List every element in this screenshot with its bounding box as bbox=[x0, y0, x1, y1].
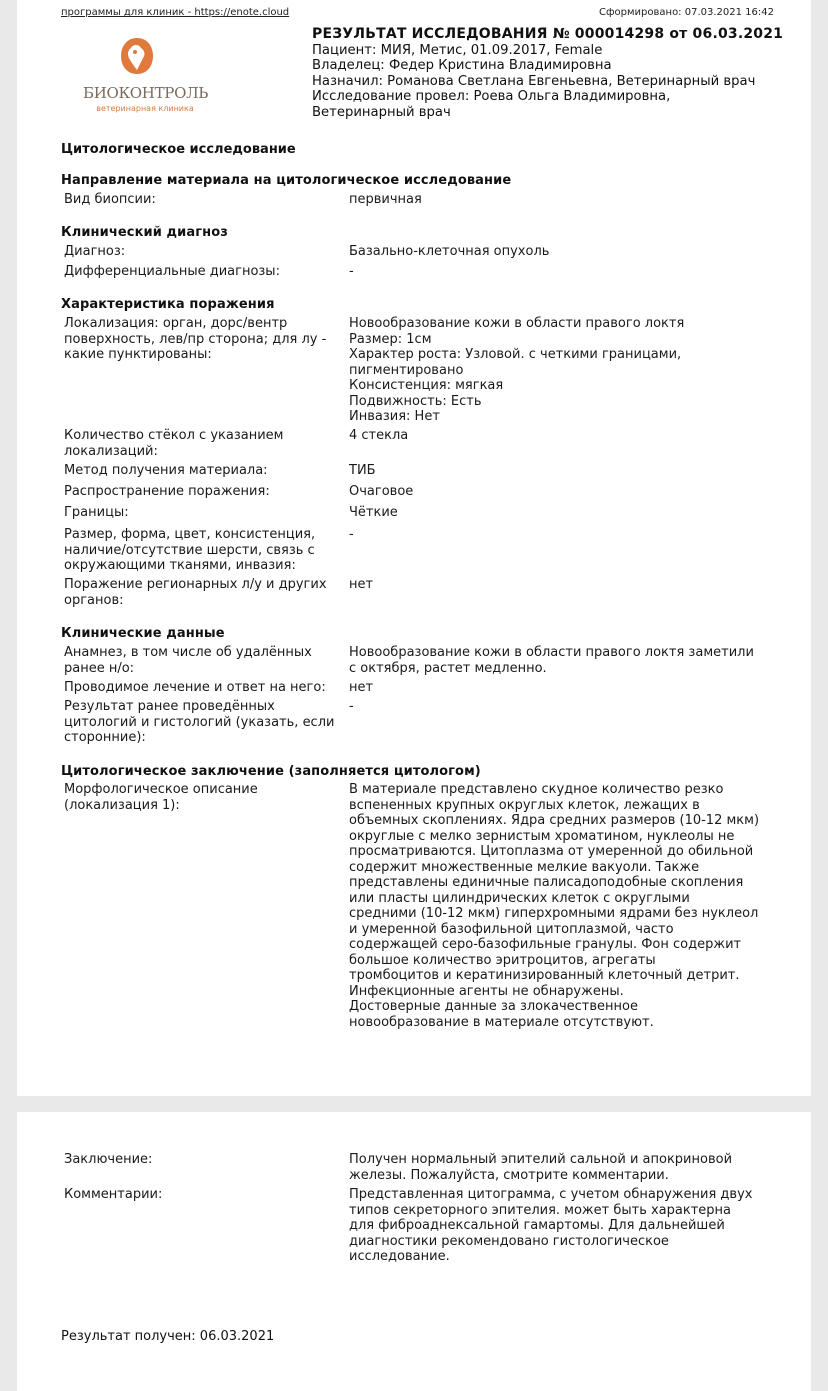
report-page-1 bbox=[17, 0, 811, 1096]
anamnesis-value: Новообразование кожи в области правого локтя заметили с октября, растет медленно. bbox=[349, 645, 754, 676]
comments-label: Комментарии: bbox=[64, 1187, 163, 1202]
previous-results-value: - bbox=[349, 699, 354, 714]
localization-value: Новообразование кожи в области правого локтя Размер: 1см Характер роста: Узловой. с четкими границами, пигментировано Консистенция: мягкая Подвижность: Есть Инвазия: Нет bbox=[349, 316, 685, 424]
comments-value: Представленная цитограмма, с учетом обнаружения двух типов секреторного эпителия. может быть характерна для фиброаднексальной гамартомы. Для дальнейшей диагностики рекомендовано гистологическое исследование. bbox=[349, 1187, 753, 1264]
clinic-logo-icon bbox=[119, 36, 155, 76]
main-title: Цитологическое исследование bbox=[61, 142, 296, 157]
diagnosis-label: Диагноз: bbox=[64, 244, 126, 259]
owner-line: Владелец: Федер Кристина Владимировна bbox=[312, 58, 612, 73]
anamnesis-label: Анамнез, в том числе об удалённых ранее н/о: bbox=[64, 645, 312, 676]
borders-value: Чёткие bbox=[349, 505, 398, 520]
biopsy-label: Вид биопсии: bbox=[64, 192, 156, 207]
glass-count-value: 4 стекла bbox=[349, 428, 409, 443]
regional-value: нет bbox=[349, 577, 374, 592]
spread-value: Очаговое bbox=[349, 484, 414, 499]
performed-line-2: Ветеринарный врач bbox=[312, 104, 451, 120]
report-page-2 bbox=[17, 1112, 811, 1391]
method-value: ТИБ bbox=[349, 463, 376, 478]
clinic-logo-name: БИОКОНТРОЛЬ bbox=[83, 84, 209, 102]
diagnosis-value: Базально-клеточная опухоль bbox=[349, 244, 550, 259]
performed-line: Исследование провел: Роева Ольга Владимировна, bbox=[312, 89, 671, 104]
regional-label: Поражение регионарных л/у и других органов: bbox=[64, 577, 327, 608]
generated-timestamp: Сформировано: 07.03.2021 16:42 bbox=[599, 7, 774, 18]
patient-line: Пациент: МИЯ, Метис, 01.09.2017, Female bbox=[312, 42, 603, 58]
previous-results-label: Результат ранее проведённых цитологий и гистологий (указать, если сторонние): bbox=[64, 699, 335, 745]
treatment-label: Проводимое лечение и ответ на него: bbox=[64, 680, 326, 695]
morphology-label: Морфологическое описание (локализация 1): bbox=[64, 782, 258, 813]
section-lesion-title: Характеристика поражения bbox=[61, 297, 275, 312]
glass-count-label: Количество стёкол с указанием локализаций: bbox=[64, 428, 284, 459]
report-header bbox=[312, 27, 792, 120]
clinic-logo bbox=[83, 36, 209, 116]
section-conclusion-title: Цитологическое заключение (заполняется цитологом) bbox=[61, 764, 481, 779]
enote-link[interactable]: программы для клиник - https://enote.cloud bbox=[61, 7, 290, 18]
spread-label: Распространение поражения: bbox=[64, 484, 270, 499]
diff-diagnosis-label: Дифференциальные диагнозы: bbox=[64, 264, 280, 279]
section-clinical-title: Клинические данные bbox=[61, 626, 225, 641]
result-date: Результат получен: 06.03.2021 bbox=[61, 1329, 275, 1344]
treatment-value: нет bbox=[349, 680, 374, 695]
morphology-value: В материале представлено скудное количество резко вспененных крупных округлых клеток, лежащих в объемных скоплениях. Ядра средних размеров (10-12 мкм) округлые с мелко зернистым хроматином, нуклеолы не просматриваются. Цитоплазма от умеренной до обильной содержит множественные мелкие вакуоли. Также представлены единичные палисадоподобные скопления или пласты цилиндрических клеток с округлыми средними (10-12 мкм) гиперхромными ядрами без нуклеол и умеренной базофильной цитоплазмой, часто содержащей серо-базофильные гранулы. Фон содержит большое количество эритроцитов, агрегаты тромбоцитов и кератинизированный клеточный детрит. Инфекционные агенты не обнаружены. Достоверные данные за злокачественное новообразование в материале отсутствуют. bbox=[349, 782, 760, 1030]
summary-label: Заключение: bbox=[64, 1152, 153, 1167]
size-shape-label: Размер, форма, цвет, консистенция, наличие/отсутствие шерсти, связь с окружающими тканями, инвазия: bbox=[64, 527, 316, 573]
clinic-logo-subtitle: ветеринарная клиника bbox=[96, 104, 194, 113]
localization-label: Локализация: орган, дорс/вентр поверхность, лев/пр сторона; для лу - какие пунктированы: bbox=[64, 316, 327, 362]
summary-value: Получен нормальный эпителий сальной и апокриновой железы. Пожалуйста, смотрите комментарии. bbox=[349, 1152, 733, 1183]
section-direction-title: Направление материала на цитологическое исследование bbox=[61, 173, 512, 188]
size-shape-value: - bbox=[349, 527, 354, 542]
borders-label: Границы: bbox=[64, 505, 129, 520]
assigned-line: Назначил: Романова Светлана Евгеньевна, Ветеринарный врач bbox=[312, 73, 756, 89]
report-title: РЕЗУЛЬТАТ ИССЛЕДОВАНИЯ № 000014298 от 06.03.2021 bbox=[312, 26, 784, 42]
method-label: Метод получения материала: bbox=[64, 463, 268, 478]
diff-diagnosis-value: - bbox=[349, 264, 354, 279]
biopsy-value: первичная bbox=[349, 192, 422, 207]
section-diagnosis-title: Клинический диагноз bbox=[61, 225, 228, 240]
